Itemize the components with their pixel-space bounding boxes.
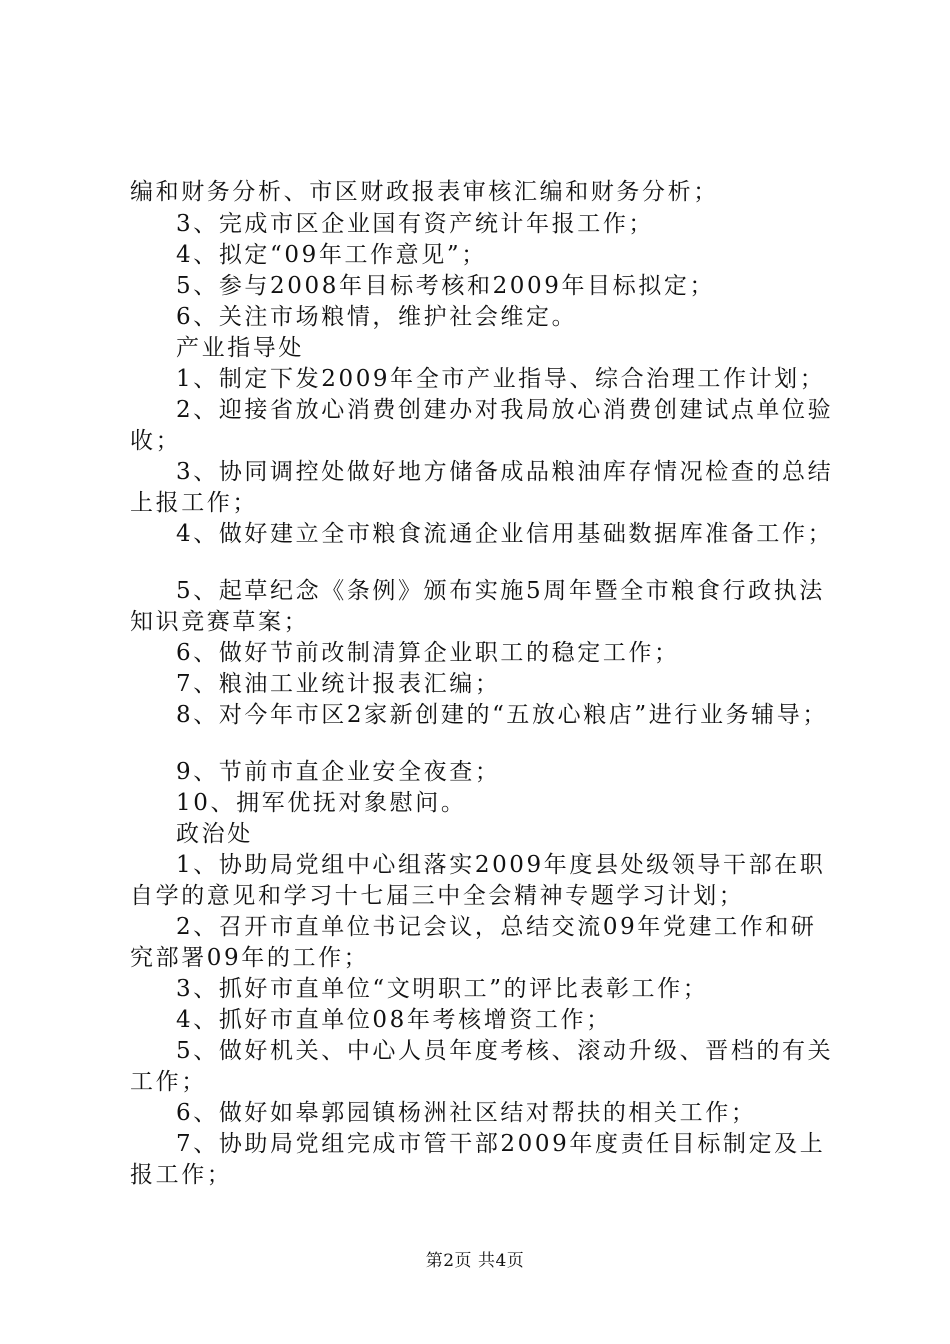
text-line: 5、做好机关、中心人员年度考核、滚动升级、晋档的有关 — [176, 1038, 834, 1064]
text-line: 5、起草纪念《条例》颁布实施5周年暨全市粮食行政执法 — [176, 578, 825, 604]
text-line: 报工作； — [130, 1162, 233, 1188]
text-line: 1、协助局党组中心组落实2009年度县处级领导干部在职 — [176, 852, 826, 878]
text-line: 7、粮油工业统计报表汇编； — [176, 671, 501, 697]
text-line: 上报工作； — [130, 490, 258, 516]
text-line: 究部署09年的工作； — [130, 945, 370, 971]
text-line: 10、拥军优抚对象慰问。 — [176, 790, 467, 816]
text-line: 1、制定下发2009年全市产业指导、综合治理工作计划； — [176, 366, 826, 392]
text-line: 工作； — [130, 1069, 207, 1095]
text-line: 6、做好如皋郭园镇杨洲社区结对帮扶的相关工作； — [176, 1100, 757, 1126]
text-line: 编和财务分析、市区财政报表审核汇编和财务分析； — [130, 179, 719, 205]
text-line: 2、召开市直单位书记会议，总结交流09年党建工作和研 — [176, 914, 817, 940]
text-line: 知识竞赛草案； — [130, 609, 310, 635]
text-line: 8、对今年市区2家新创建的“五放心粮店”进行业务辅导； — [176, 702, 828, 728]
section-heading: 产业指导处 — [176, 335, 304, 361]
text-line: 6、关注市场粮情，维护社会维定。 — [176, 304, 578, 330]
text-line: 2、迎接省放心消费创建办对我局放心消费创建试点单位验 — [176, 397, 834, 423]
text-line: 收； — [130, 428, 182, 454]
section-heading: 政治处 — [176, 821, 253, 847]
text-line: 3、完成市区企业国有资产统计年报工作； — [176, 211, 655, 237]
text-line: 6、做好节前改制清算企业职工的稳定工作； — [176, 640, 680, 666]
page-footer: 第2页 共4页 — [425, 1251, 525, 1271]
text-line: 自学的意见和学习十七届三中全会精神专题学习计划； — [130, 883, 745, 909]
text-line: 4、做好建立全市粮食流通企业信用基础数据库准备工作； — [176, 521, 834, 547]
text-line: 5、参与2008年目标考核和2009年目标拟定； — [176, 273, 716, 299]
text-line: 9、节前市直企业安全夜查； — [176, 759, 501, 785]
text-line: 7、协助局党组完成市管干部2009年度责任目标制定及上 — [176, 1131, 826, 1157]
text-line: 4、拟定“09年工作意见”； — [176, 242, 487, 268]
text-line: 4、抓好市直单位08年考核增资工作； — [176, 1007, 612, 1033]
text-line: 3、抓好市直单位“文明职工”的评比表彰工作； — [176, 976, 709, 1002]
text-line: 3、协同调控处做好地方储备成品粮油库存情况检查的总结 — [176, 459, 834, 485]
